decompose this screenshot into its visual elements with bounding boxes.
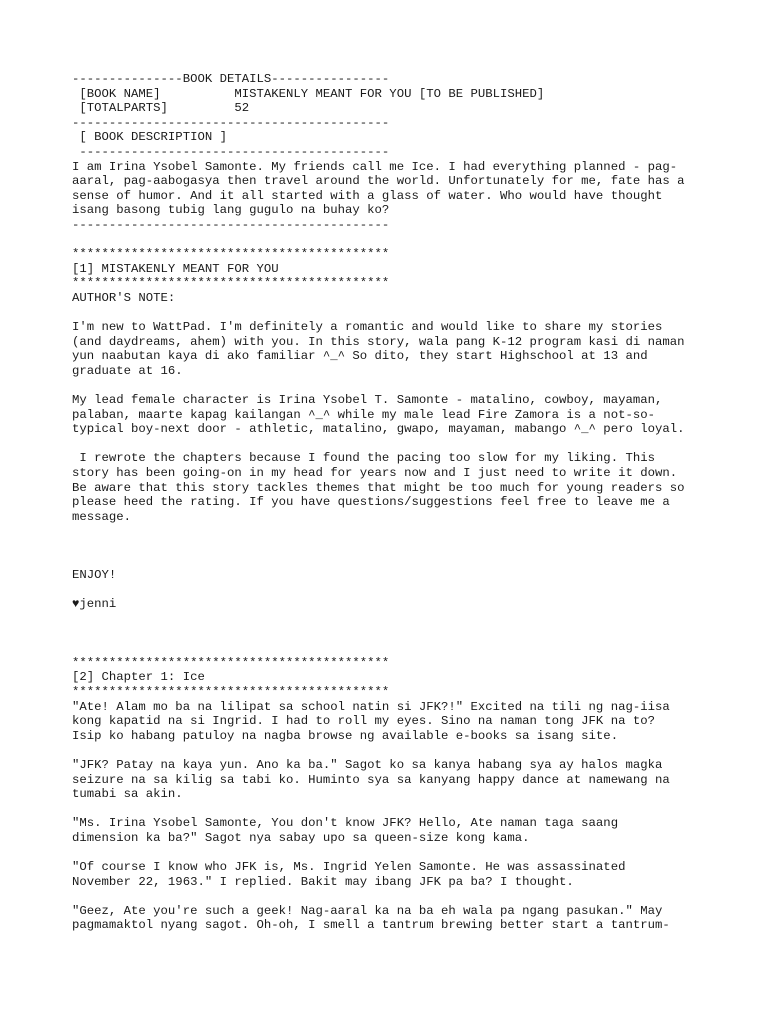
text-line: ------------------------------------------- [72,217,390,232]
blank-line [72,641,712,656]
text-line: please heed the rating. If you have questions/suggestions feel free to leave me a [72,495,670,510]
text-line: ******************************************* [72,247,390,262]
text-line: My lead female character is Irina Ysobel T. Samonte - matalino, cowboy, mayaman, [72,393,663,408]
blank-line [72,554,712,569]
text-line: ------------------------------------------- [72,115,390,130]
text-line: yun naabutan kaya di ako familiar ^_^ So dito, they start Highschool at 13 and [72,349,648,364]
blank-line [72,802,712,817]
text-line: [1] MISTAKENLY MEANT FOR YOU [72,261,279,276]
text-line: [TOTALPARTS] 52 [72,101,250,116]
text-line: Be aware that this story tackles themes that might be too much for young readers so [72,480,685,495]
text-line: [BOOK NAME] MISTAKENLY MEANT FOR YOU [TO BE PUBLISHED] [72,86,545,101]
text-line: palaban, maarte kapag kailangan ^_^ while my male lead Fire Zamora is a not-so- [72,407,655,422]
text-line: seizure na sa kilig sa tabi ko. Huminto sya sa kanyang happy dance at namewang na [72,772,670,787]
text-line: "Ate! Alam mo ba na lilipat sa school natin si JFK?!" Excited na tili ng nag-iisa [72,699,670,714]
blank-line [72,845,712,860]
text-line: story has been going-on in my head for years now and I just need to write it down. [72,466,678,481]
text-line: tumabi sa akin. [72,787,183,802]
text-line: [ BOOK DESCRIPTION ] [72,130,227,145]
document-text [72,72,712,933]
text-line: ---------------BOOK DETAILS---------------- [72,72,390,86]
text-line: ******************************************* [72,655,390,670]
text-line: "Of course I know who JFK is, Ms. Ingrid Yelen Samonte. He was assassinated [72,860,626,875]
text-line: message. [72,509,132,524]
text-line: aaral, pag-aabogasya then travel around the world. Unfortunately for me, fate has a [72,174,685,189]
text-line: [2] Chapter 1: Ice [72,670,205,685]
text-line: ♥jenni [72,597,117,612]
text-line: ENJOY! [72,568,117,583]
blank-line [72,233,712,248]
text-line: AUTHOR'S NOTE: [72,290,176,305]
text-line: isang basong tubig lang gugulo na buhay ko? [72,203,390,218]
text-line: typical boy-next door - athletic, matalino, gwapo, mayaman, mabango ^_^ pero loyal. [72,422,685,437]
text-line: pagmamaktol nyang sagot. Oh-oh, I smell a tantrum brewing better start a tantrum- [72,918,670,933]
blank-line [72,306,712,321]
text-line: ******************************************* [72,684,390,699]
blank-line [72,524,712,539]
text-line: kong kapatid na si Ingrid. I had to roll my eyes. Sino na naman tong JFK na to? [72,714,655,729]
text-line: "Ms. Irina Ysobel Samonte, You don't know JFK? Hello, Ate naman taga saang [72,816,619,831]
blank-line [72,437,712,452]
text-line: November 22, 1963." I replied. Bakit may ibang JFK pa ba? I thought. [72,874,574,889]
text-line: (and daydreams, ahem) with you. In this story, wala pang K-12 program kasi di naman [72,334,685,349]
text-line: ******************************************* [72,276,390,291]
blank-line [72,889,712,904]
text-line: I am Irina Ysobel Samonte. My friends call me Ice. I had everything planned - pag- [72,159,678,174]
text-line: I rewrote the chapters because I found the pacing too slow for my liking. This [72,451,655,466]
blank-line [72,583,712,598]
blank-line [72,743,712,758]
blank-line [72,612,712,627]
text-line: Isip ko habang patuloy na nagba browse ng available e-books sa isang site. [72,728,619,743]
blank-line [72,627,712,642]
text-line: "JFK? Patay na kaya yun. Ano ka ba." Sagot ko sa kanya habang sya ay halos magka [72,757,663,772]
text-line: I'm new to WattPad. I'm definitely a romantic and would like to share my stories [72,320,663,335]
blank-line [72,539,712,554]
text-line: sense of humor. And it all started with a glass of water. Who would have thought [72,188,663,203]
text-line: "Geez, Ate you're such a geek! Nag-aaral ka na ba eh wala pa ngang pasukan." May [72,903,663,918]
text-line: ------------------------------------------ [72,144,390,159]
blank-line [72,378,712,393]
text-line: graduate at 16. [72,363,183,378]
text-line: dimension ka ba?" Sagot nya sabay upo sa queen-size kong kama. [72,830,530,845]
